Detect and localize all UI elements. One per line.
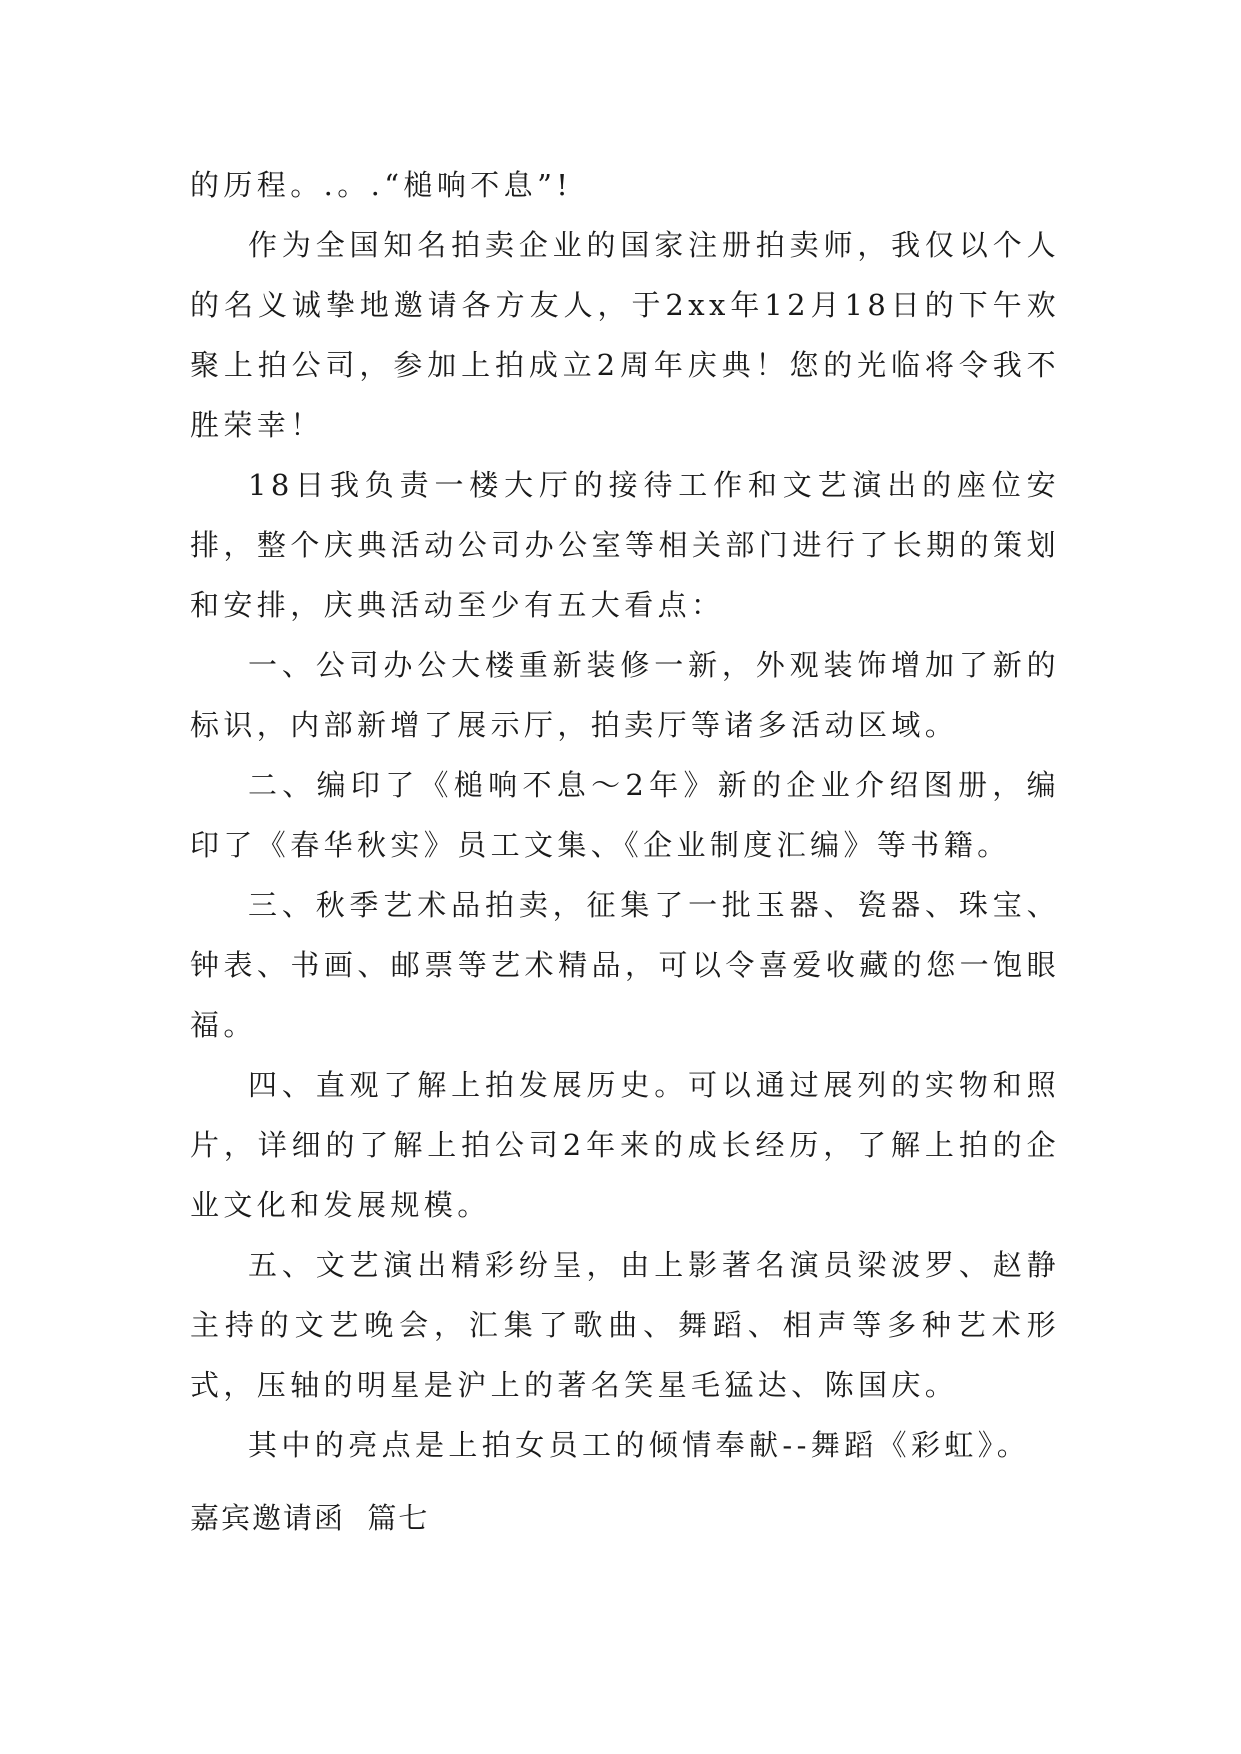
paragraph-invitation: 作为全国知名拍卖企业的国家注册拍卖师，我仅以个人的名义诚挚地邀请各方友人，于2xx年12月18日的下午欢聚上拍公司，参加上拍成立2周年庆典！您的光临将令我不胜荣幸！ [190, 228, 1060, 442]
paragraph-highlight-3: 三、秋季艺术品拍卖，征集了一批玉器、瓷器、珠宝、钟表、书画、邮票等艺术精品，可以令喜爱收藏的您一饱眼福。 [190, 888, 1060, 1042]
paragraph-highlight-5: 五、文艺演出精彩纷呈，由上影著名演员梁波罗、赵静主持的文艺晚会，汇集了歌曲、舞蹈、相声等多种艺术形式，压轴的明星是沪上的著名笑星毛猛达、陈国庆。 [190, 1248, 1060, 1402]
section-title: 嘉宾邀请函 篇七 [190, 1501, 430, 1535]
paragraph-highlight-2: 二、编印了《槌响不息～2年》新的企业介绍图册，编印了《春华秋实》员工文集、《企业制度汇编》等书籍。 [190, 768, 1060, 862]
document-body [190, 155, 1060, 1475]
paragraph-dance: 其中的亮点是上拍女员工的倾情奉献--舞蹈《彩虹》。 [248, 1428, 1031, 1462]
paragraph-highlight-1: 一、公司办公大楼重新装修一新，外观装饰增加了新的标识，内部新增了展示厅，拍卖厅等诸多活动区域。 [190, 648, 1060, 742]
paragraph-continuation: 的历程。.。.“槌响不息”! [190, 168, 573, 202]
paragraph-highlight-4: 四、直观了解上拍发展历史。可以通过展列的实物和照片，详细的了解上拍公司2年来的成长经历，了解上拍的企业文化和发展规模。 [190, 1068, 1060, 1222]
paragraph-arrangement: 18日我负责一楼大厅的接待工作和文艺演出的座位安排，整个庆典活动公司办公室等相关部门进行了长期的策划和安排，庆典活动至少有五大看点： [190, 468, 1060, 622]
